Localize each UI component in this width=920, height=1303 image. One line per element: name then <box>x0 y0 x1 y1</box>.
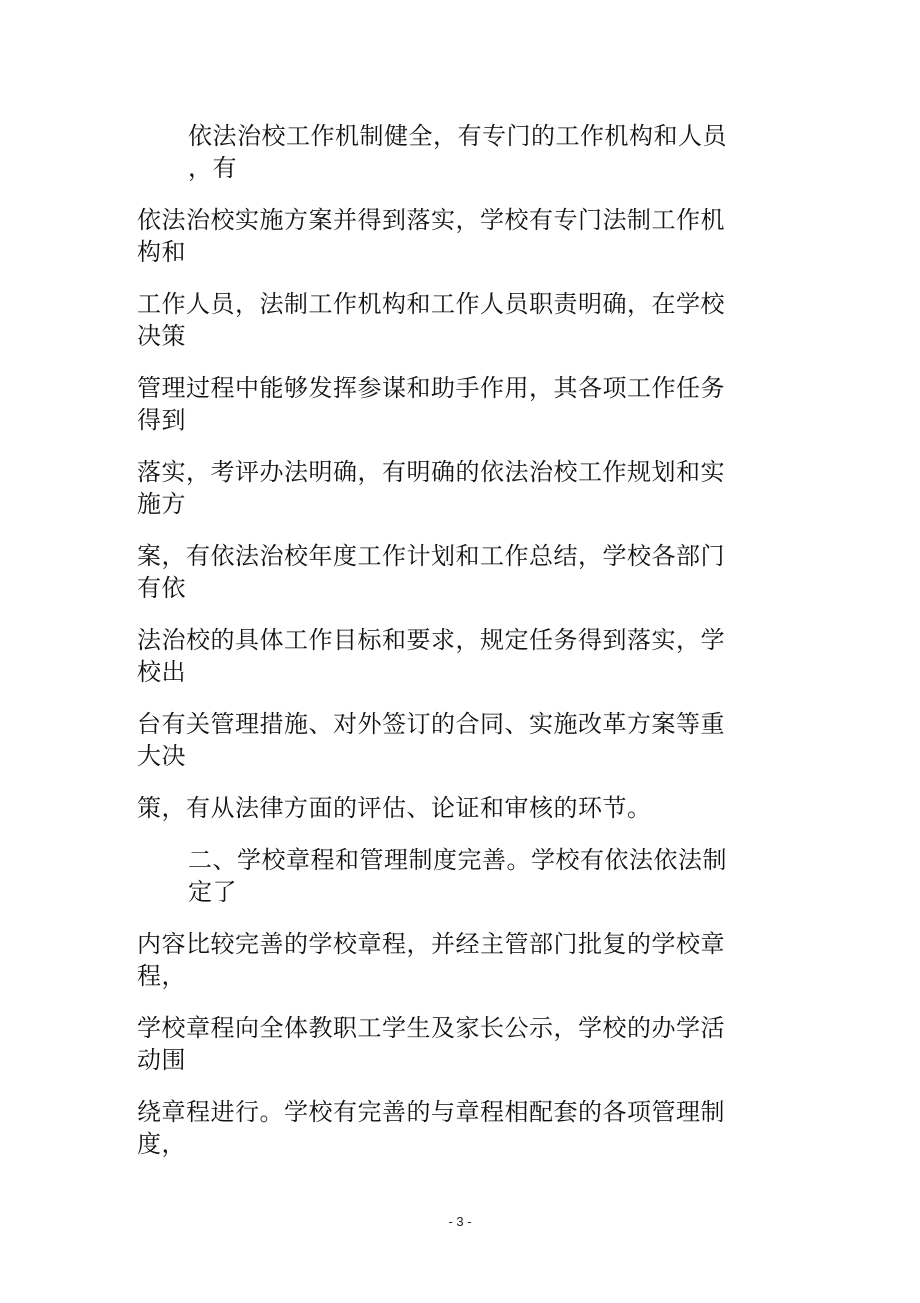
text-line: 大决 <box>137 742 186 770</box>
text-line: 管理过程中能够发挥参谋和助手作用，其各项工作任务 <box>137 374 725 402</box>
text-line: 校出 <box>137 658 186 686</box>
text-line: 决策 <box>137 322 186 350</box>
text-line: 落实，考评办法明确，有明确的依法治校工作规划和实 <box>137 458 725 486</box>
paragraph <box>137 372 727 436</box>
paragraph <box>137 540 727 604</box>
text-line: 有依 <box>137 574 186 602</box>
text-line: 度， <box>137 1130 186 1158</box>
text-line: 二、学校章程和管理制度完善。学校有依法依法制 <box>188 846 727 874</box>
paragraph <box>137 1012 727 1076</box>
text-line: 法治校的具体工作目标和要求，规定任务得到落实，学 <box>137 626 725 654</box>
paragraph <box>137 204 727 268</box>
text-line: 策，有从法律方面的评估、论证和审核的环节。 <box>137 794 652 822</box>
text-line: 构和 <box>137 238 186 266</box>
paragraph <box>137 1096 727 1160</box>
paragraph <box>137 792 727 824</box>
paragraph <box>137 120 727 184</box>
text-line: 依法治校工作机制健全，有专门的工作机构和人员 <box>188 122 727 150</box>
paragraph <box>137 928 727 992</box>
paragraph <box>137 288 727 352</box>
paragraph <box>137 708 727 772</box>
paragraph <box>137 456 727 520</box>
text-line: 程， <box>137 962 186 990</box>
text-line: 得到 <box>137 406 186 434</box>
text-line: 内容比较完善的学校章程，并经主管部门批复的学校章 <box>137 930 725 958</box>
body-text <box>137 120 727 1180</box>
text-line: 绕章程进行。学校有完善的与章程相配套的各项管理制 <box>137 1098 725 1126</box>
text-line: 案，有依法治校年度工作计划和工作总结，学校各部门 <box>137 542 725 570</box>
text-line: 工作人员，法制工作机构和工作人员职责明确，在学校 <box>137 290 725 318</box>
text-line: 定了 <box>188 878 237 906</box>
paragraph <box>137 844 727 908</box>
text-line: 施方 <box>137 490 186 518</box>
text-line: 学校章程向全体教职工学生及家长公示，学校的办学活 <box>137 1014 725 1042</box>
text-line: 动围 <box>137 1046 186 1074</box>
text-line: 依法治校实施方案并得到落实，学校有专门法制工作机 <box>137 206 725 234</box>
page-number: - 3 - <box>448 1214 472 1229</box>
paragraph <box>137 624 727 688</box>
text-line: ，有 <box>188 154 237 182</box>
text-line: 台有关管理措施、对外签订的合同、实施改革方案等重 <box>137 710 725 738</box>
